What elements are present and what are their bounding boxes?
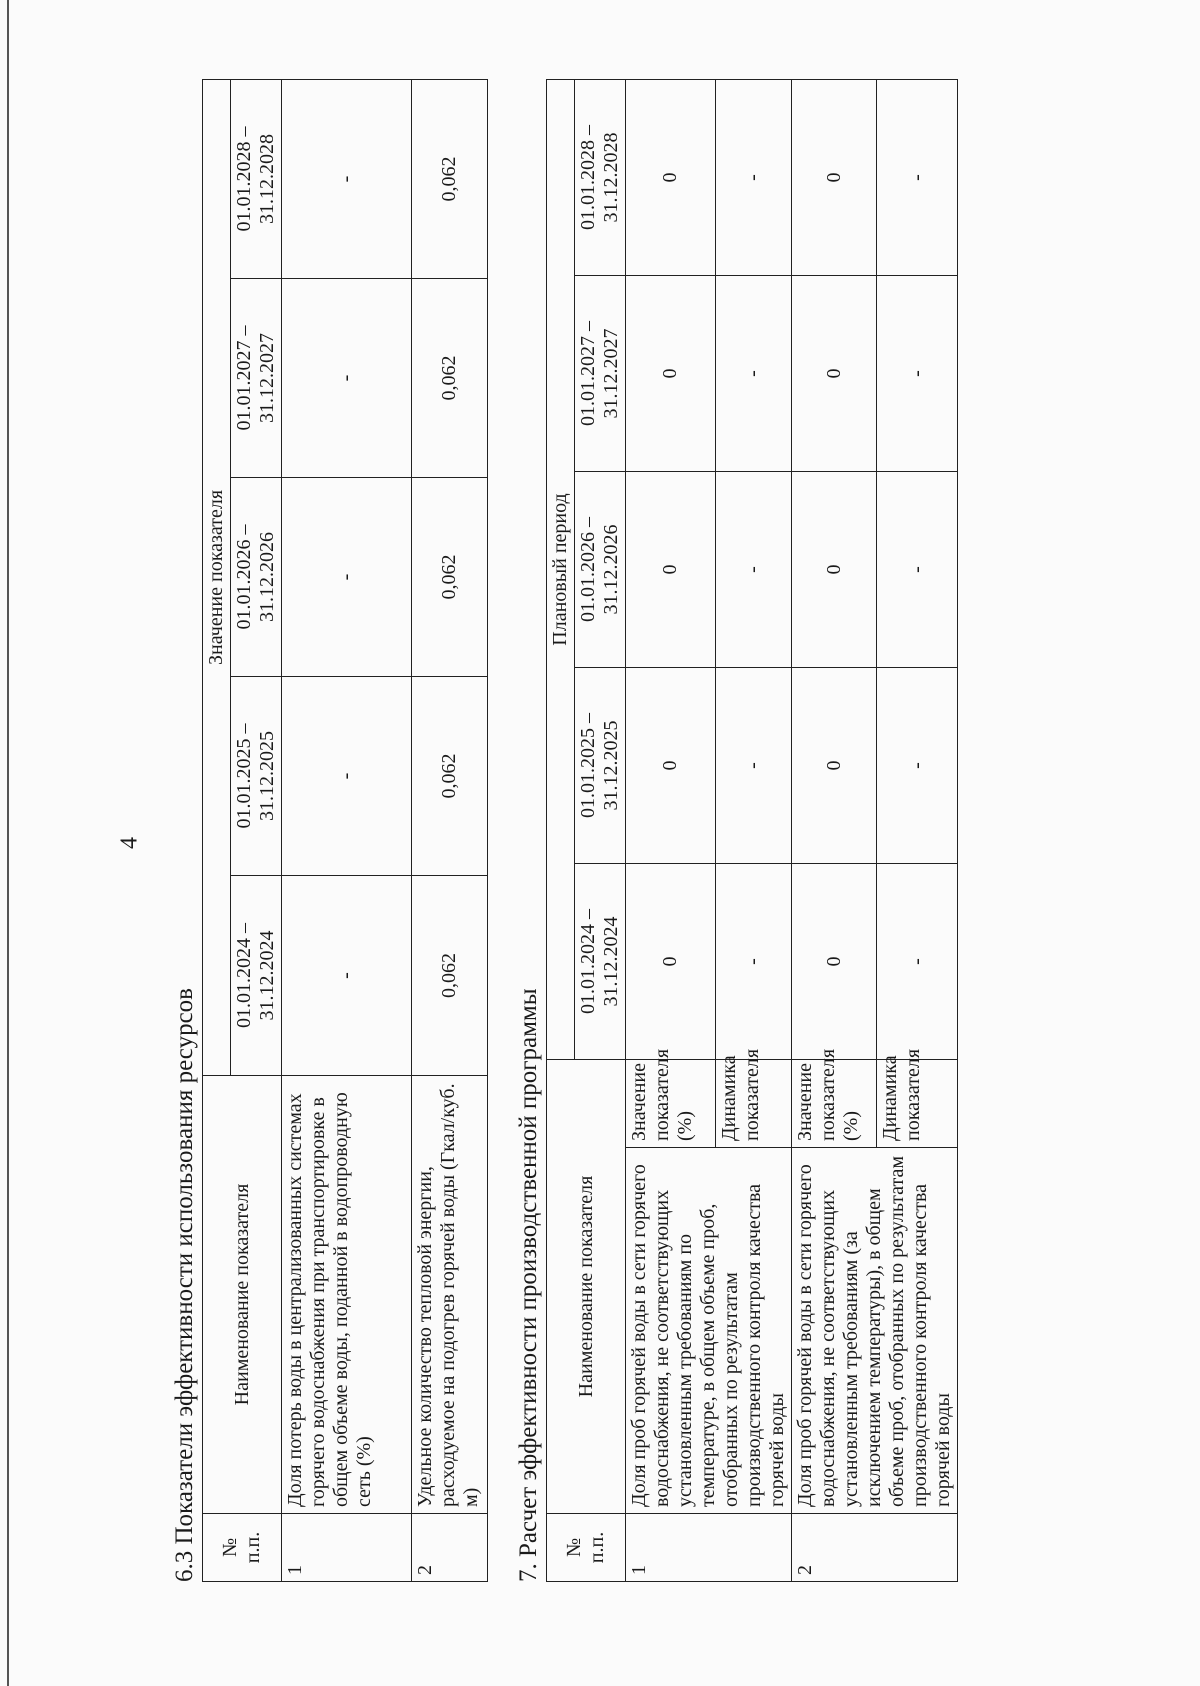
- row-value: 0: [626, 472, 716, 668]
- row-name: Доля проб горячей воды в сети горячего водоснабжения, не соответствующих установленным требованиям (за исключением температуры), в общем объеме проб, отобранных по результатам производственного контроля качества горячей воды: [792, 1148, 958, 1514]
- table-row: [626, 79, 716, 1581]
- table-row: [412, 79, 488, 1581]
- row-value: -: [715, 79, 791, 275]
- period-header: 01.01.2025 – 31.12.2025: [231, 677, 282, 876]
- row-name: Доля проб горячей воды в сети горячего водоснабжения, не соответствующих установленным требованиям по температуре, в общем объеме проб, отобранных по результатам производственного контроля качества горячей воды: [626, 1148, 792, 1514]
- table-row: [282, 79, 412, 1581]
- row-value: 0: [792, 79, 877, 275]
- row-value: -: [715, 276, 791, 472]
- section-7-title: 7. Расчет эффективности производственной программы: [515, 988, 542, 1582]
- row-value: 0,062: [412, 478, 488, 677]
- page-number: 4: [116, 837, 143, 849]
- row-value: -: [282, 677, 412, 876]
- table-header-row: [203, 79, 231, 1581]
- row-value: 0: [626, 864, 716, 1060]
- section-63-title: 6.3 Показатели эффективности использования ресурсов: [171, 988, 198, 1582]
- header-name: Наименование показателя: [547, 1060, 626, 1514]
- row-value: -: [282, 478, 412, 677]
- row-value: 0,062: [412, 677, 488, 876]
- sub-label: Значение показателя (%): [792, 1060, 877, 1148]
- sub-label: Значение показателя (%): [626, 1060, 716, 1148]
- period-header: 01.01.2027 – 31.12.2027: [575, 276, 626, 472]
- row-value: -: [715, 668, 791, 864]
- row-value: -: [282, 79, 412, 278]
- period-header: 01.01.2024 – 31.12.2024: [231, 876, 282, 1076]
- row-num: 2: [792, 1514, 958, 1582]
- row-value: -: [715, 864, 791, 1060]
- row-value: -: [877, 472, 958, 668]
- header-num: № п.п.: [203, 1514, 282, 1582]
- row-name: Удельное количество тепловой энергии, расходуемое на подогрев горячей воды (Гкал/куб. м): [412, 1076, 488, 1514]
- period-header: 01.01.2028 – 31.12.2028: [231, 79, 282, 278]
- row-num: 2: [412, 1514, 488, 1582]
- row-value: -: [282, 279, 412, 478]
- header-plan-group: Плановый период: [547, 79, 575, 1059]
- table-header-row: [547, 79, 575, 1581]
- header-num: № п.п.: [547, 1514, 626, 1582]
- row-value: -: [877, 668, 958, 864]
- row-num: 1: [626, 1514, 792, 1582]
- row-value: 0: [792, 472, 877, 668]
- period-header: 01.01.2026 – 31.12.2026: [231, 478, 282, 677]
- program-efficiency-table: [546, 79, 958, 1582]
- row-value: -: [877, 79, 958, 275]
- sub-label: Динамика показателя: [877, 1060, 958, 1148]
- row-name: Доля потерь воды в централизованных системах горячего водоснабжения при транспортировке в общем объеме воды, поданной в водопроводную сеть (%): [282, 1076, 412, 1514]
- header-name: Наименование показателя: [203, 1076, 282, 1514]
- period-header: 01.01.2024 – 31.12.2024: [575, 864, 626, 1060]
- row-value: 0,062: [412, 876, 488, 1076]
- row-value: 0: [626, 276, 716, 472]
- row-value: 0: [792, 668, 877, 864]
- table-row: [792, 79, 877, 1581]
- sub-label: Динамика показателя: [715, 1060, 791, 1148]
- row-value: 0,062: [412, 79, 488, 278]
- row-num: 1: [282, 1514, 412, 1582]
- page-binding-line: [7, 0, 9, 1686]
- period-header: 01.01.2027 – 31.12.2027: [231, 279, 282, 478]
- row-value: 0: [792, 864, 877, 1060]
- row-value: -: [715, 472, 791, 668]
- row-value: 0,062: [412, 279, 488, 478]
- row-value: -: [877, 276, 958, 472]
- period-header: 01.01.2026 – 31.12.2026: [575, 472, 626, 668]
- row-value: -: [282, 876, 412, 1076]
- period-header: 01.01.2025 – 31.12.2025: [575, 668, 626, 864]
- header-value-group: Значение показателя: [203, 79, 231, 1075]
- landscape-content: [170, 80, 1090, 1600]
- row-value: 0: [792, 276, 877, 472]
- period-header: 01.01.2028 – 31.12.2028: [575, 79, 626, 275]
- row-value: 0: [626, 668, 716, 864]
- row-value: -: [877, 864, 958, 1060]
- row-value: 0: [626, 79, 716, 275]
- resource-efficiency-table: [202, 79, 488, 1582]
